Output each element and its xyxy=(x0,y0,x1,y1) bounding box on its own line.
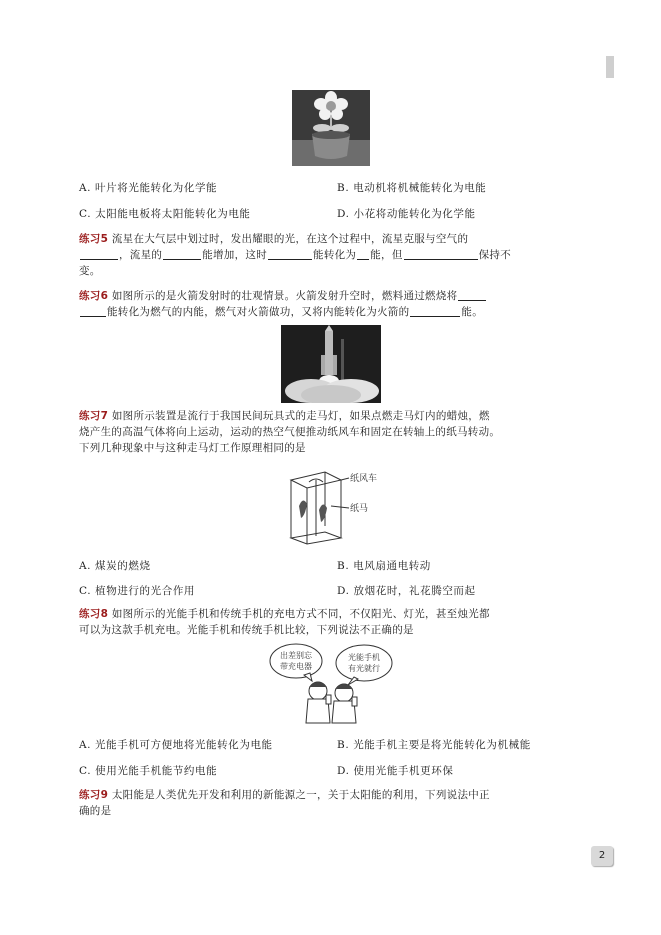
q7-option-d[interactable]: D. 放烟花时，礼花腾空而起 xyxy=(337,585,476,597)
exercise-7 xyxy=(79,408,585,456)
exercise-7-text-1: 如图所示装置是流行于我国民间玩具式的走马灯，如果点燃走马灯内的蜡烛，燃 xyxy=(111,410,490,422)
q6-blank-2[interactable] xyxy=(410,305,460,317)
label-paper-windmill: 纸风车 xyxy=(350,474,378,484)
trotting-horse-lantern-figure xyxy=(285,466,385,546)
exercise-7-text-2: 烧产生的高温气体将向上运动，运动的热空气便推动纸风车和固定在转轴上的纸马转动。 xyxy=(79,426,501,438)
solar-phone-cartoon xyxy=(268,641,396,725)
exercise-7-text-3: 下列几种现象中与这种走马灯工作原理相同的是 xyxy=(79,442,306,454)
bubble-right-text-1: 光能手机 xyxy=(348,653,380,662)
q5-blank-5[interactable] xyxy=(404,248,478,260)
exercise-6-text-2a: 能转化为燃气的内能，燃气对火箭做功，又将内能转化为火箭的 xyxy=(107,306,410,318)
exercise-5-text-3: 变。 xyxy=(79,265,101,277)
q4-option-d[interactable]: D. 小花将动能转化为化学能 xyxy=(337,208,476,220)
q7-option-b[interactable]: B. 电风扇通电转动 xyxy=(337,560,431,572)
exercise-6-text-2b: 能。 xyxy=(461,306,484,318)
exercise-9 xyxy=(79,787,585,819)
exercise-6-text-1: 如图所示的是火箭发射时的壮观情景。火箭发射升空时，燃料通过燃烧将 xyxy=(111,290,458,302)
exercise-5 xyxy=(79,231,585,279)
q5-blank-4[interactable] xyxy=(357,248,369,260)
bubble-left-text-1: 出差别忘 xyxy=(280,651,312,660)
q4-option-c[interactable]: C. 太阳能电板将太阳能转化为电能 xyxy=(79,208,251,220)
q8-option-b[interactable]: B. 光能手机主要是将光能转化为机械能 xyxy=(337,739,531,751)
exercise-5-text-2a: ，流星的 xyxy=(119,249,163,261)
q8-option-a[interactable]: A. 光能手机可方便地将光能转化为电能 xyxy=(79,739,273,751)
exercise-5-text-2b: 能增加，这时 xyxy=(202,249,268,261)
exercise-8-text-1: 如图所示的光能手机和传统手机的充电方式不同，不仅阳光、灯光，甚至烛光都 xyxy=(111,608,490,620)
exercise-8-text-2: 可以为这款手机充电。光能手机和传统手机比较，下列说法不正确的是 xyxy=(79,624,414,636)
exercise-6 xyxy=(79,288,585,320)
exercise-8 xyxy=(79,606,585,638)
exercise-5-tag: 练习5 xyxy=(79,233,109,245)
exercise-5-text-2e: 保持不 xyxy=(478,249,512,261)
page-edge-marker xyxy=(606,56,614,78)
exercise-5-text-1: 流星在大气层中划过时，发出耀眼的光，在这个过程中，流星克服与空气的 xyxy=(111,233,469,245)
q6-blank-1-cont[interactable] xyxy=(80,305,106,317)
exercise-8-tag: 练习8 xyxy=(79,608,109,620)
bubble-right-text-2: 有光就行 xyxy=(348,664,380,673)
exercise-9-text-1: 太阳能是人类优先开发和利用的新能源之一，关于太阳能的利用，下列说法中正 xyxy=(111,789,490,801)
bubble-left-text-2: 带充电器 xyxy=(280,662,312,671)
q6-blank-1[interactable] xyxy=(458,289,486,301)
exercise-9-tag: 练习9 xyxy=(79,789,109,801)
solar-flower-photo xyxy=(292,90,370,166)
q5-blank-1[interactable] xyxy=(80,248,118,260)
q7-option-c[interactable]: C. 植物进行的光合作用 xyxy=(79,585,196,597)
exercise-7-tag: 练习7 xyxy=(79,410,109,422)
exercise-6-tag: 练习6 xyxy=(79,290,109,302)
label-paper-horse: 纸马 xyxy=(350,504,369,514)
page-number: 2 xyxy=(591,846,613,866)
q4-option-b[interactable]: B. 电动机将机械能转化为电能 xyxy=(337,182,487,194)
exercise-5-text-2d: 能，但 xyxy=(370,249,403,261)
exercise-9-text-2: 确的是 xyxy=(79,805,112,817)
q7-option-a[interactable]: A. 煤炭的燃烧 xyxy=(79,560,151,572)
exercise-5-text-2c: 能转化为 xyxy=(313,249,357,261)
q5-blank-3[interactable] xyxy=(268,248,312,260)
q4-option-a[interactable]: A. 叶片将光能转化为化学能 xyxy=(79,182,218,194)
q8-option-d[interactable]: D. 使用光能手机更环保 xyxy=(337,765,454,777)
q5-blank-2[interactable] xyxy=(163,248,201,260)
rocket-launch-photo xyxy=(281,325,381,403)
q8-option-c[interactable]: C. 使用光能手机能节约电能 xyxy=(79,765,218,777)
